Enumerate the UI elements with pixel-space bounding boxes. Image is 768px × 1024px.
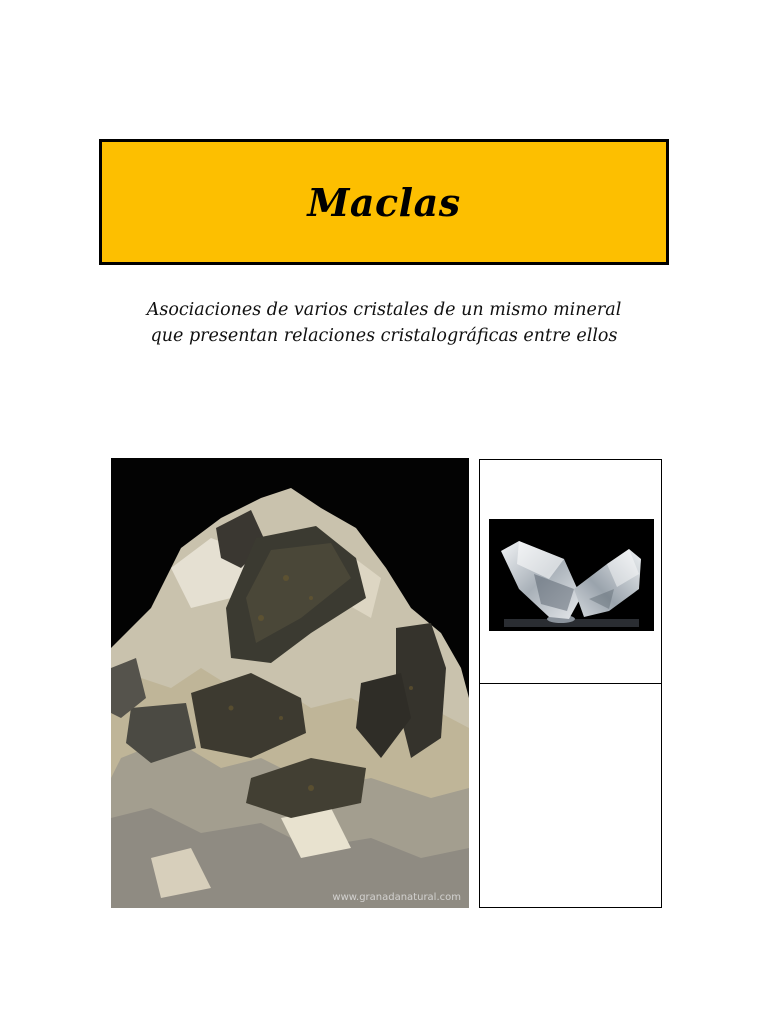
subtitle-line-1: Asociaciones de varios cristales de un mismo mineral (146, 300, 622, 320)
quartz-twin-photo (489, 519, 654, 631)
subtitle-line-2: que presentan relaciones cristalográficas entre ellos (150, 326, 618, 346)
page-title: Maclas (307, 179, 461, 225)
empty-image-frame (479, 683, 662, 908)
title-banner (99, 139, 669, 265)
main-mineral-photo (111, 458, 469, 908)
photo-watermark: www.granadanatural.com (332, 892, 461, 903)
subtitle (90, 297, 678, 349)
